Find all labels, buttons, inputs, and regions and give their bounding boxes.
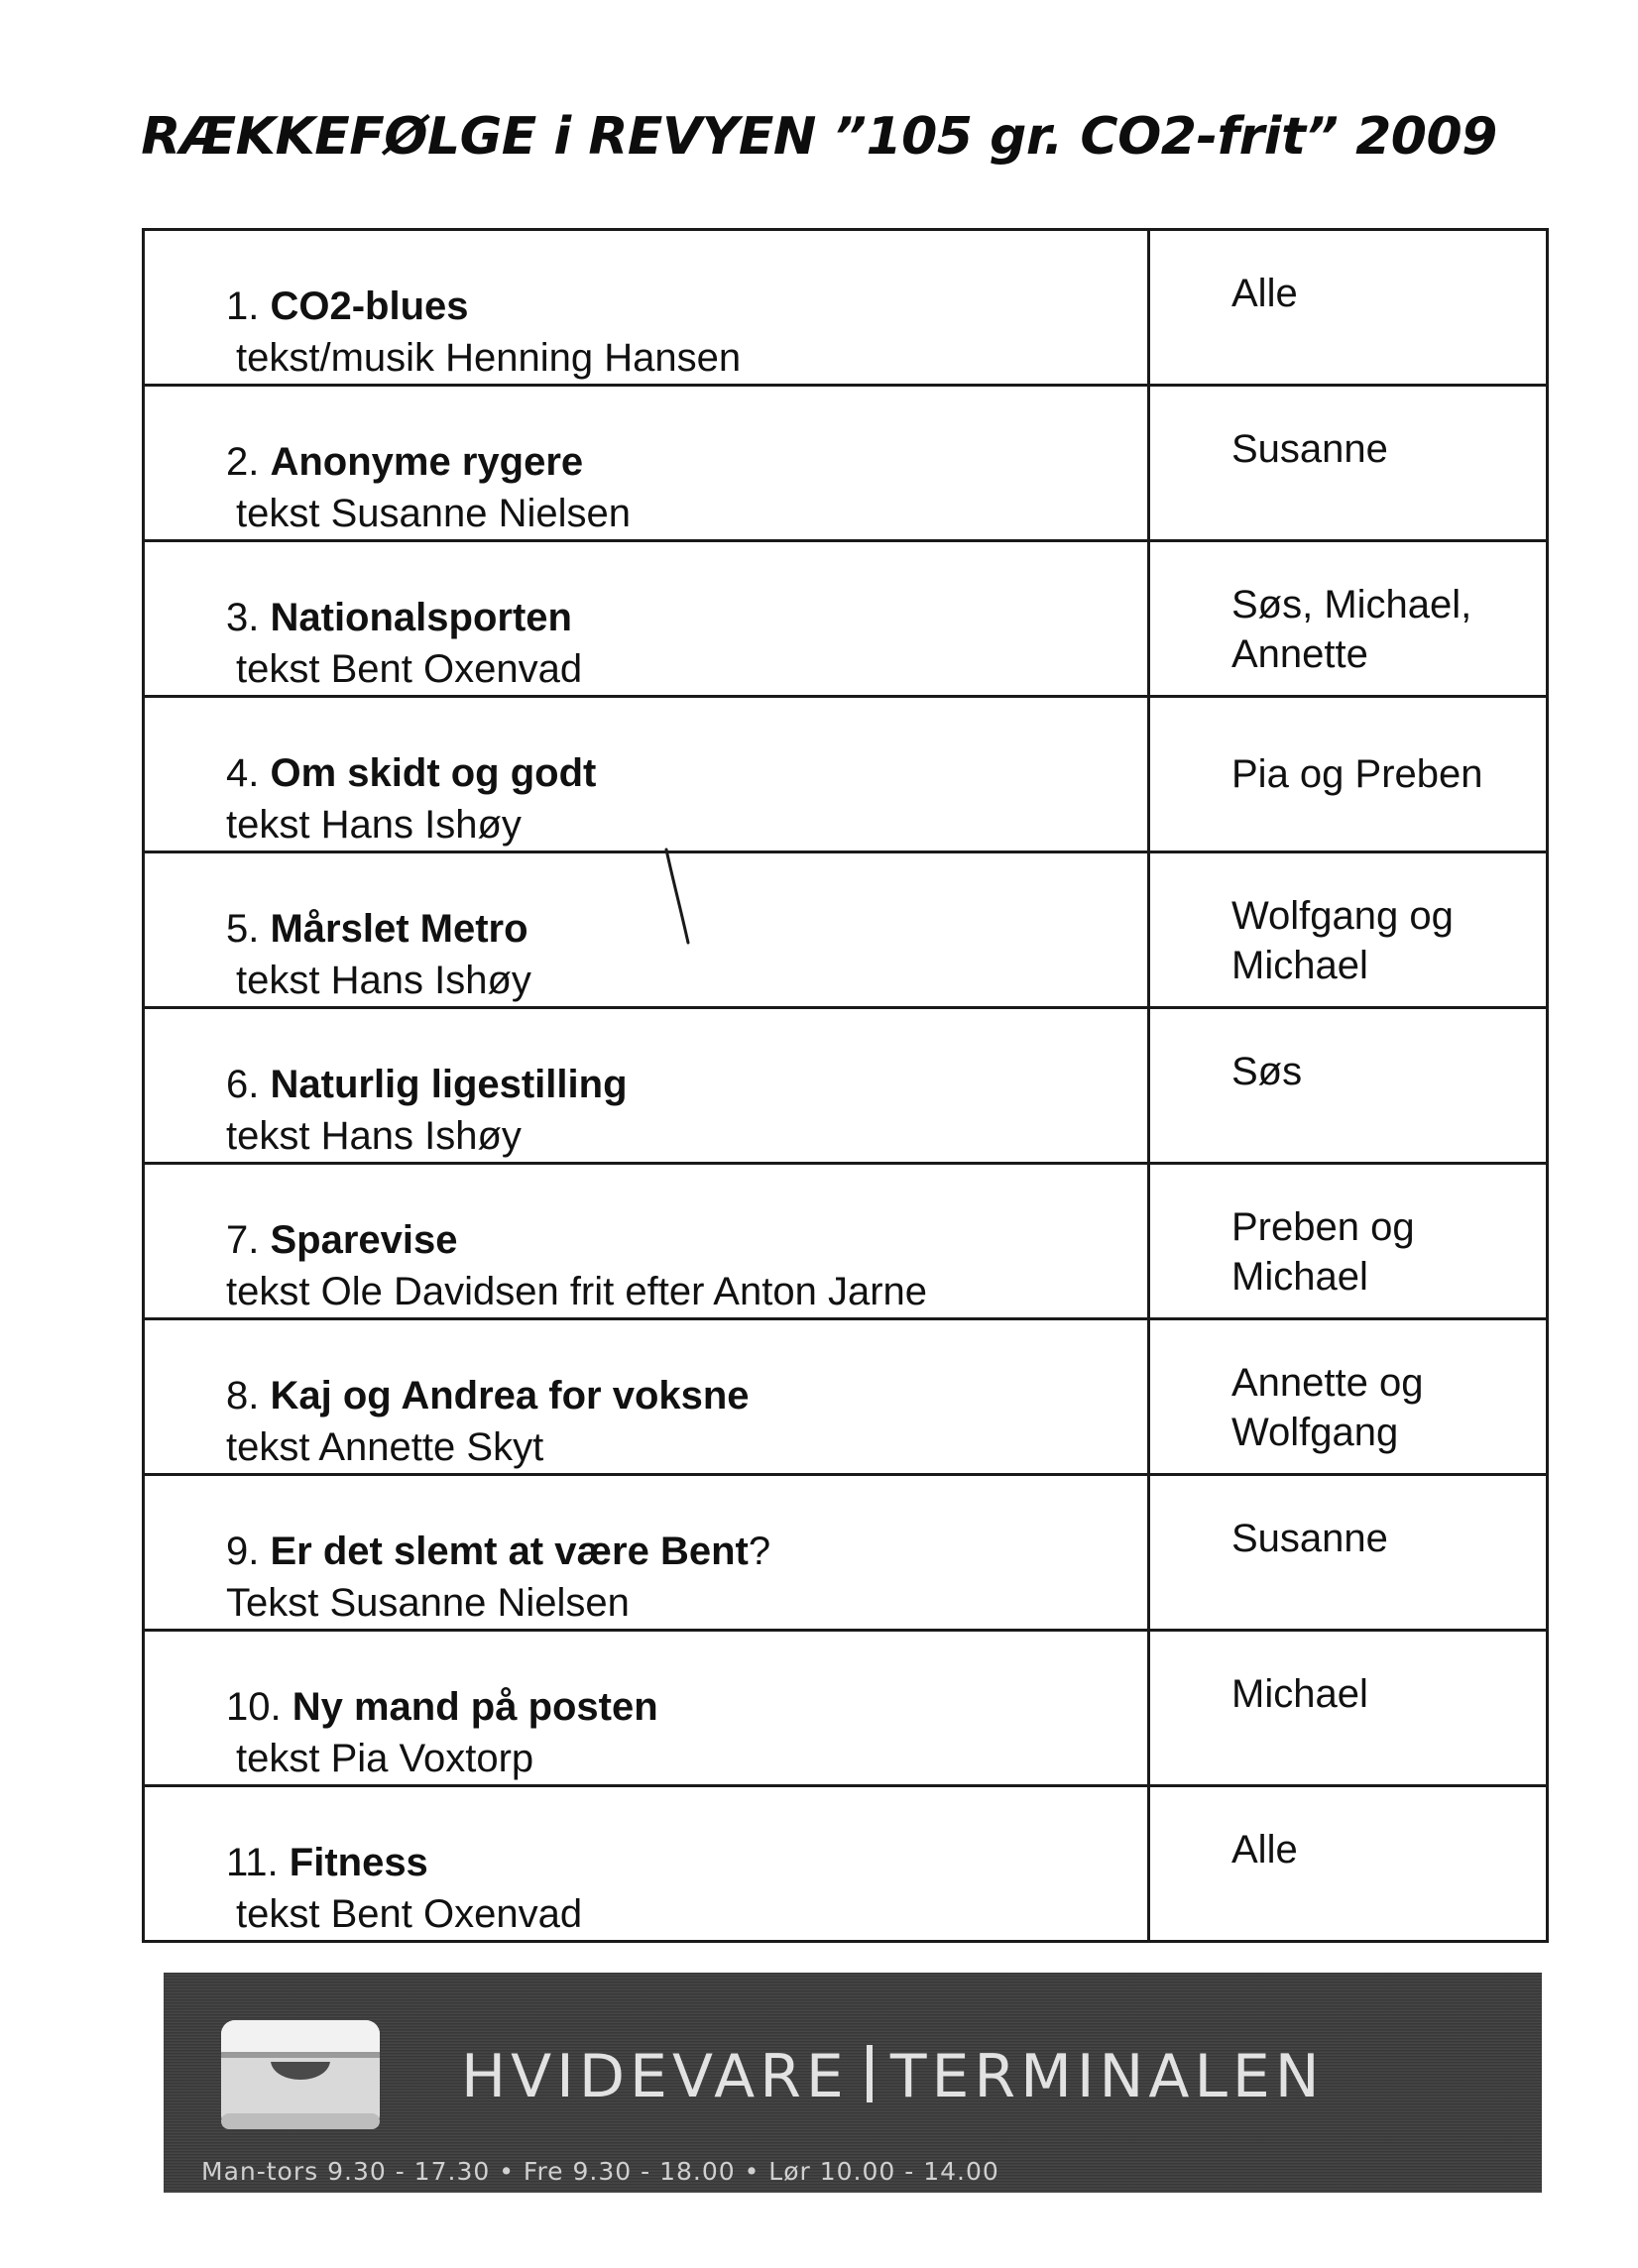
act-title: Anonyme rygere — [270, 440, 584, 484]
act-cell — [144, 1164, 1149, 1319]
act-credit: tekst Hans Ishøy — [226, 803, 522, 847]
cast-names: Pia og Preben — [1231, 752, 1483, 796]
table-row — [144, 1786, 1548, 1942]
table-row — [144, 1164, 1548, 1319]
act-number: 3. — [226, 596, 260, 639]
act-credit: tekst Bent Oxenvad — [236, 1892, 583, 1936]
act-number: 10. — [226, 1685, 282, 1729]
act-title: Kaj og Andrea for voksne — [270, 1374, 750, 1418]
table-row — [144, 1008, 1548, 1164]
act-cell — [144, 1475, 1149, 1631]
act-title: Sparevise — [270, 1218, 458, 1262]
act-credit: tekst Susanne Nielsen — [236, 492, 632, 535]
act-number: 7. — [226, 1218, 260, 1262]
act-credit: tekst Pia Voxtorp — [236, 1737, 534, 1780]
act-credit: tekst Hans Ishøy — [236, 959, 531, 1002]
cast-cell — [1149, 1786, 1548, 1942]
act-number: 1. — [226, 284, 260, 328]
table-row — [144, 386, 1548, 541]
act-title: Ny mand på posten — [292, 1685, 658, 1729]
act-cell — [144, 386, 1149, 541]
page-title: RÆKKEFØLGE i REVYEN ”105 gr. CO2-frit” 2009 — [141, 107, 1497, 167]
cast-cell — [1149, 230, 1548, 386]
table-row — [144, 1319, 1548, 1475]
cast-cell — [1149, 1475, 1548, 1631]
act-cell — [144, 541, 1149, 697]
cast-names: Susanne — [1231, 427, 1388, 471]
table-row — [144, 697, 1548, 852]
cast-cell — [1149, 1631, 1548, 1786]
program-table — [142, 228, 1549, 1943]
cast-cell — [1149, 852, 1548, 1008]
act-cell — [144, 1319, 1149, 1475]
cast-cell — [1149, 1008, 1548, 1164]
cast-cell — [1149, 541, 1548, 697]
act-credit: Tekst Susanne Nielsen — [226, 1581, 630, 1625]
cast-names: Søs, Michael, Annette — [1231, 583, 1472, 676]
act-number: 5. — [226, 907, 260, 951]
act-credit: tekst Annette Skyt — [226, 1425, 544, 1469]
act-number: 2. — [226, 440, 260, 484]
act-number: 8. — [226, 1374, 260, 1418]
cast-names: Michael — [1231, 1672, 1368, 1716]
cast-names: Preben og Michael — [1231, 1205, 1415, 1299]
cast-cell — [1149, 1164, 1548, 1319]
act-cell — [144, 1008, 1149, 1164]
act-cell — [144, 852, 1149, 1008]
act-title: Naturlig ligestilling — [270, 1063, 628, 1106]
cast-cell — [1149, 386, 1548, 541]
cast-cell — [1149, 1319, 1548, 1475]
sponsor-name-left: HVIDEVARE — [461, 2042, 849, 2111]
act-title: Er det slemt at være Bent — [270, 1530, 749, 1573]
act-credit: tekst Ole Davidsen frit efter Anton Jarne — [226, 1270, 928, 1313]
act-title: CO2-blues — [270, 284, 469, 328]
cast-names: Wolfgang og Michael — [1231, 894, 1454, 987]
act-credit: tekst/musik Henning Hansen — [236, 336, 742, 380]
cast-names: Alle — [1231, 1828, 1298, 1871]
act-title: Fitness — [289, 1841, 428, 1884]
table-row — [144, 1475, 1548, 1631]
act-number: 9. — [226, 1530, 260, 1573]
act-cell — [144, 1631, 1149, 1786]
act-number: 6. — [226, 1063, 260, 1106]
cast-names: Susanne — [1231, 1517, 1388, 1560]
act-credit: tekst Bent Oxenvad — [236, 647, 583, 691]
act-title: Nationalsporten — [270, 596, 572, 639]
act-title: Om skidt og godt — [270, 751, 597, 795]
act-title: Mårslet Metro — [270, 907, 528, 951]
pen-stroke-mark — [662, 848, 692, 947]
cast-cell — [1149, 697, 1548, 852]
act-cell — [144, 1786, 1149, 1942]
act-number: 11. — [226, 1841, 279, 1884]
sponsor-name-right: TERMINALEN — [889, 2042, 1325, 2111]
cast-names: Annette og Wolfgang — [1231, 1361, 1424, 1454]
act-cell — [144, 230, 1149, 386]
sponsor-opening-hours: Man-tors 9.30 - 17.30 • Fre 9.30 - 18.00 • Lør 10.00 - 14.00 — [201, 2157, 999, 2186]
act-credit: tekst Hans Ishøy — [226, 1114, 522, 1158]
table-row — [144, 541, 1548, 697]
act-number: 4. — [226, 751, 260, 795]
table-row — [144, 852, 1548, 1008]
cast-names: Alle — [1231, 272, 1298, 315]
sponsor-banner — [164, 1973, 1542, 2193]
act-cell — [144, 697, 1149, 852]
sponsor-divider — [867, 2045, 873, 2102]
table-row — [144, 1631, 1548, 1786]
sponsor-name — [461, 2042, 1325, 2111]
table-row — [144, 230, 1548, 386]
act-title-suffix: ? — [748, 1530, 771, 1573]
appliance-logo-icon — [215, 2014, 386, 2135]
cast-names: Søs — [1231, 1050, 1303, 1093]
